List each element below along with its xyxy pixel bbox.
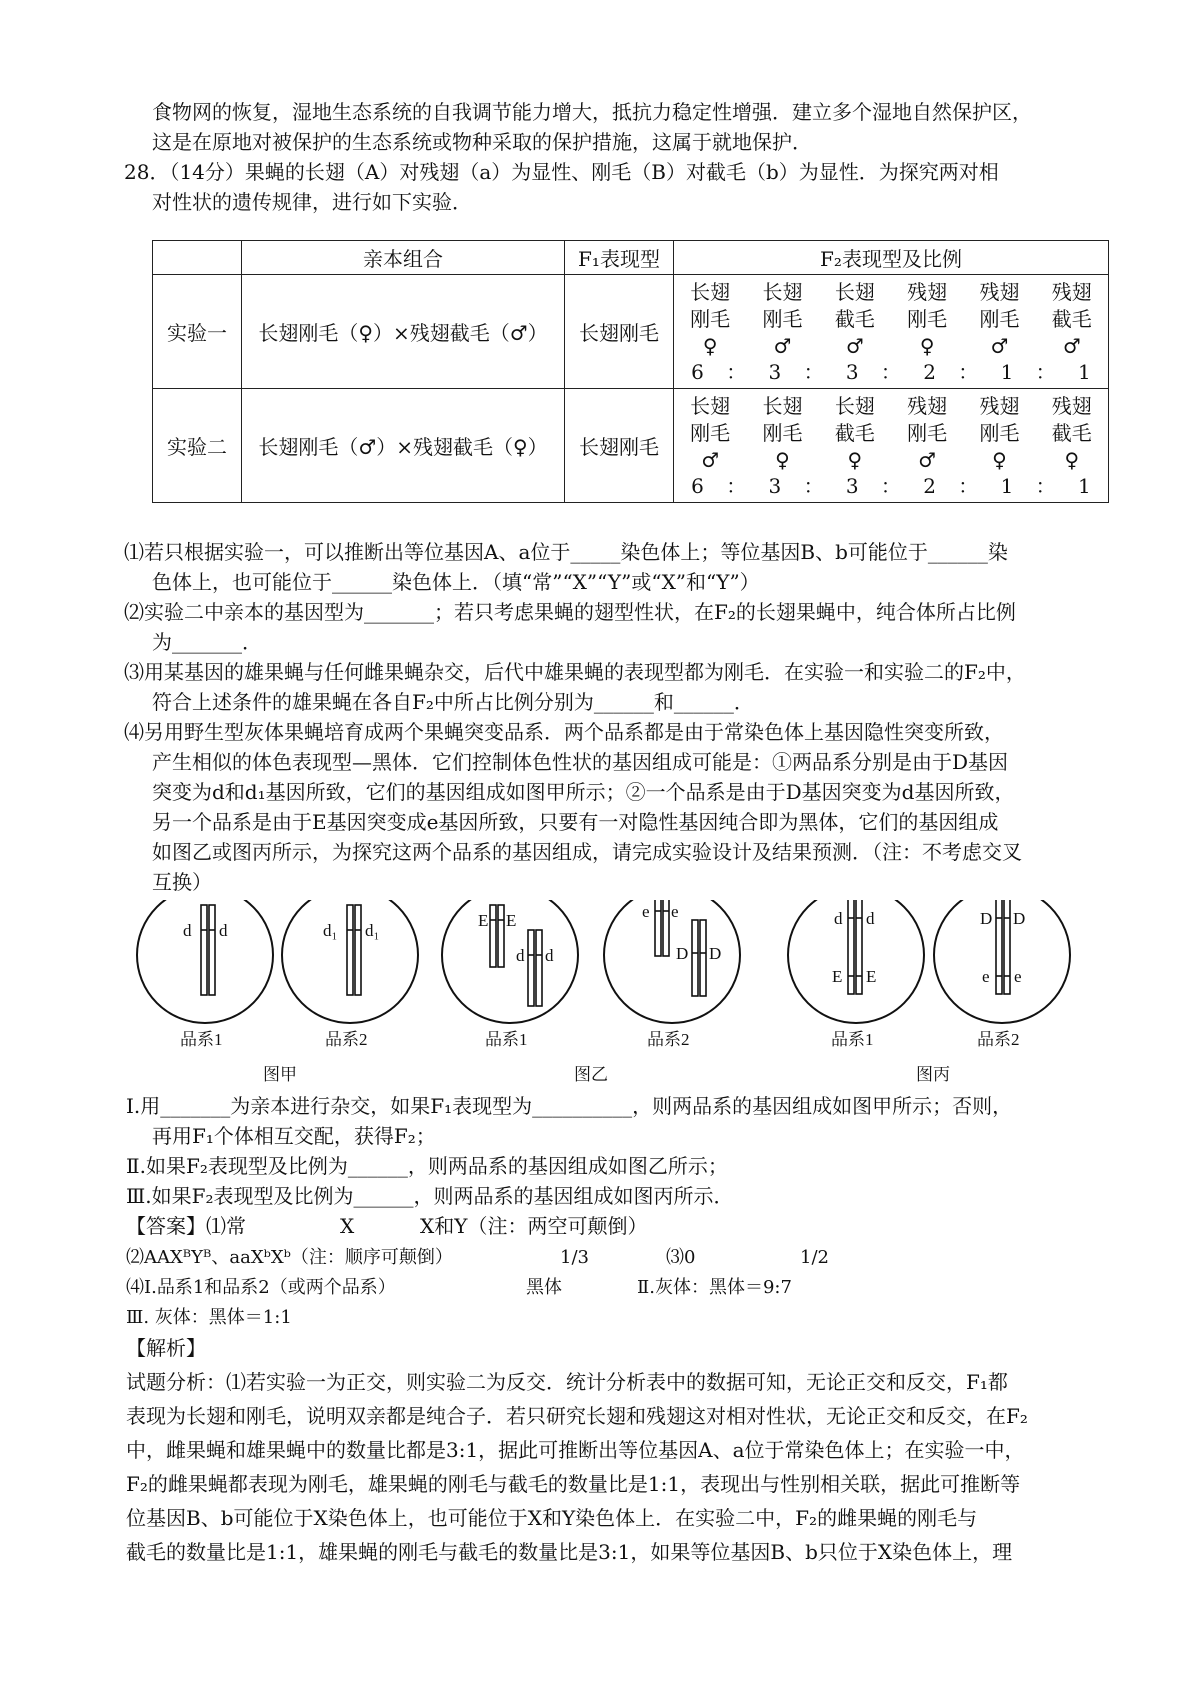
subq-4b: 产生相似的体色表现型—黑体．它们控制体色性状的基因组成可能是：①两品系分别是由于D基因 xyxy=(152,750,1009,774)
exp2-f2 xyxy=(674,389,1109,503)
header-f2: F₂表现型及比例 xyxy=(674,241,1109,275)
gene-label: e xyxy=(642,902,650,921)
exp2-f1: 长翅刚毛 xyxy=(565,389,674,503)
analysis-line-3: 中，雌果蝇和雄果蝇中的数量比都是3:1，据此可推断出等位基因A、a位于常染色体上；在实验一中， xyxy=(126,1438,1025,1462)
gene-label: d₁ xyxy=(323,921,338,940)
answer-line-2: ⑵AAXᴮYᴮ、aaXᵇXᵇ（注：顺序可颠倒） xyxy=(126,1247,453,1268)
strain-label: 品系2 xyxy=(325,1030,368,1049)
exp1-phenotype: 残翅 刚毛 ♂ xyxy=(979,280,1020,358)
gene-label: E xyxy=(866,967,877,986)
exp1-phenotypes xyxy=(674,279,1108,360)
gene-label: E xyxy=(506,911,517,930)
subq-3b: 符合上述条件的雄果蝇在各自F₂中所占比例分别为______和______． xyxy=(152,690,754,714)
exp1-phenotype: 长翅 刚毛 ♂ xyxy=(762,280,803,358)
strain-label: 品系1 xyxy=(831,1030,874,1049)
analysis-line-5: 位基因B、b可能位于X染色体上，也可能位于X和Y染色体上．在实验二中，F₂的雌果蝇的刚毛与 xyxy=(126,1506,978,1530)
question-line-1: 28．（14分）果蝇的长翅（A）对残翅（a）为显性、刚毛（B）对截毛（b）为显性．为探究两对相 xyxy=(124,160,999,184)
gene-label: e xyxy=(982,967,990,986)
intro-line-2: 这是在原地对被保护的生态系统或物种采取的保护措施，这属于就地保护． xyxy=(152,130,812,154)
exp2-ratio: 6 ： 3 ： 3 ： 2 ： 1 ： 1 xyxy=(691,474,1091,498)
strain-label: 品系1 xyxy=(180,1030,223,1049)
analysis-line-2: 表现为长翅和刚毛，说明双亲都是纯合子．若只研究长翅和残翅这对相对性状，无论正交和反交，在F₂ xyxy=(126,1404,1028,1428)
answer-line-1: 【答案】⑴常 xyxy=(126,1214,246,1238)
gene-label: d xyxy=(183,921,192,940)
exp2-phenotype: 残翅 截毛 ♀ xyxy=(1051,394,1092,472)
subq-1b: 色体上，也可能位于______染色体上．（填“常”“X”“Y”或“X”和“Y”） xyxy=(152,570,760,594)
answer-line-4: ⑷Ⅰ.品系1和品系2（或两个品系） xyxy=(126,1277,396,1298)
subq-4d: 另一个品系是由于E基因突变成e基因所致，只要有一对隐性基因纯合即为黑体，它们的基因组成 xyxy=(152,810,999,834)
answer-xy: X和Y（注：两空可颠倒） xyxy=(420,1214,648,1238)
subq-4e: 如图乙或图丙所示，为探究这两个品系的基因组成，请完成实验设计及结果预测．（注：不考虑交叉 xyxy=(152,840,1022,864)
answer-ii: Ⅱ.灰体：黑体＝9:7 xyxy=(637,1277,792,1298)
gene-label: d xyxy=(545,946,554,965)
exp1-phenotype: 残翅 刚毛 ♀ xyxy=(907,280,948,358)
answer-iii: Ⅲ. 灰体：黑体＝1:1 xyxy=(126,1307,292,1328)
gene-label: d xyxy=(834,909,843,928)
gene-label: e xyxy=(1014,967,1022,986)
header-parents: 亲本组合 xyxy=(242,241,565,275)
header-f1: F₁表现型 xyxy=(565,241,674,275)
caption-bing: 图丙 xyxy=(916,1065,950,1084)
exp1-phenotype: 长翅 截毛 ♂ xyxy=(834,280,875,358)
exp2-phenotype: 长翅 截毛 ♀ xyxy=(834,394,875,472)
answer-frac-2: 1/2 xyxy=(800,1247,829,1268)
header-empty-cell xyxy=(153,241,242,275)
exp2-parents: 长翅刚毛（♂）×残翅截毛（♀） xyxy=(242,389,565,503)
exp1-f1: 长翅刚毛 xyxy=(565,275,674,389)
question-line-2: 对性状的遗传规律，进行如下实验． xyxy=(152,190,472,214)
exp2-phenotype: 长翅 刚毛 ♂ xyxy=(690,394,731,472)
subq-2b: 为_______． xyxy=(152,630,262,654)
exp1-name: 实验一 xyxy=(153,275,242,389)
answer-frac-1: 1/3 xyxy=(560,1247,589,1268)
table-row-exp1 xyxy=(153,275,1109,389)
gene-label: E xyxy=(478,911,489,930)
design-ii: Ⅱ.如果F₂表现型及比例为______，则两品系的基因组成如图乙所示； xyxy=(126,1154,728,1178)
gene-label: e xyxy=(671,902,679,921)
design-i-2: 再用F₁个体相互交配，获得F₂； xyxy=(152,1124,436,1148)
analysis-line-4: F₂的雌果蝇都表现为刚毛，雄果蝇的刚毛与截毛的数量比是1:1，表现出与性别相关联，据此可推断等 xyxy=(126,1472,1021,1496)
exp1-phenotype: 长翅 刚毛 ♀ xyxy=(690,280,731,358)
strain-label: 品系2 xyxy=(647,1030,690,1049)
exp1-parents: 长翅刚毛（♀）×残翅截毛（♂） xyxy=(242,275,565,389)
gene-label: D xyxy=(709,944,722,963)
subq-4c: 突变为d和d₁基因所致，它们的基因组成如图甲所示；②一个品系是由于D基因突变为d基因所致， xyxy=(152,780,1015,804)
cell-jia-1 xyxy=(137,900,273,1023)
exp2-phenotype: 残翅 刚毛 ♂ xyxy=(907,394,948,472)
exp1-f2 xyxy=(674,275,1109,389)
exp2-phenotype: 残翅 刚毛 ♀ xyxy=(979,394,1020,472)
gene-label: D xyxy=(980,909,993,928)
chromosome-figure xyxy=(0,900,1200,1105)
subq-1a: ⑴若只根据实验一，可以推断出等位基因A、a位于_____染色体上；等位基因B、b可能位于______染 xyxy=(124,540,1008,564)
exp1-ratio: 6 ： 3 ： 3 ： 2 ： 1 ： 1 xyxy=(691,360,1091,384)
strain-label: 品系2 xyxy=(977,1030,1020,1049)
answer-x: X xyxy=(340,1214,355,1238)
gene-label: E xyxy=(832,967,843,986)
exp2-phenotype: 长翅 刚毛 ♀ xyxy=(762,394,803,472)
exp2-phenotypes xyxy=(674,393,1108,474)
design-i-1: Ⅰ.用_______为亲本进行杂交，如果F₁表现型为__________，则两品系的基因组成如图甲所示；否则， xyxy=(126,1094,1013,1118)
cell-jia-2 xyxy=(282,900,418,1023)
answer-3: ⑶0 xyxy=(666,1247,696,1268)
gene-label: d xyxy=(219,921,228,940)
table-header-row xyxy=(153,241,1109,275)
analysis-label: 【解析】 xyxy=(126,1336,206,1360)
intro-line-1: 食物网的恢复，湿地生态系统的自我调节能力增大，抵抗力稳定性增强．建立多个湿地自然保护区， xyxy=(152,100,1032,124)
analysis-line-1: 试题分析：⑴若实验一为正交，则实验二为反交．统计分析表中的数据可知，无论正交和反交，F₁都 xyxy=(126,1370,1008,1394)
caption-jia: 图甲 xyxy=(263,1065,297,1084)
subq-2a: ⑵实验二中亲本的基因型为_______；若只考虑果蝇的翅型性状，在F₂的长翅果蝇中，纯合体所占比例 xyxy=(124,600,1016,624)
exp1-phenotype: 残翅 截毛 ♂ xyxy=(1051,280,1092,358)
strain-label: 品系1 xyxy=(485,1030,528,1049)
answer-label: 【答案】 xyxy=(126,1214,206,1238)
answer-black: 黑体 xyxy=(526,1277,562,1298)
gene-label: d₁ xyxy=(365,921,380,940)
exp2-name: 实验二 xyxy=(153,389,242,503)
analysis-line-6: 截毛的数量比是1:1，雄果蝇的刚毛与截毛的数量比是3:1，如果等位基因B、b只位于X染色体上，理 xyxy=(126,1540,1013,1564)
subq-4a: ⑷另用野生型灰体果蝇培育成两个果蝇突变品系．两个品系都是由于常染色体上基因隐性突变所致， xyxy=(124,720,1004,744)
gene-label: d xyxy=(866,909,875,928)
gene-label: D xyxy=(676,944,689,963)
table-row-exp2 xyxy=(153,389,1109,503)
design-iii: Ⅲ.如果F₂表现型及比例为______，则两品系的基因组成如图丙所示． xyxy=(126,1184,734,1208)
caption-yi: 图乙 xyxy=(574,1065,608,1084)
experiment-table xyxy=(152,240,1109,503)
gene-label: D xyxy=(1013,909,1026,928)
gene-label: d xyxy=(516,946,525,965)
subq-4f: 互换） xyxy=(152,870,212,894)
subq-3a: ⑶用某基因的雄果蝇与任何雌果蝇杂交，后代中雄果蝇的表现型都为刚毛．在实验一和实验二的F₂中， xyxy=(124,660,1026,684)
